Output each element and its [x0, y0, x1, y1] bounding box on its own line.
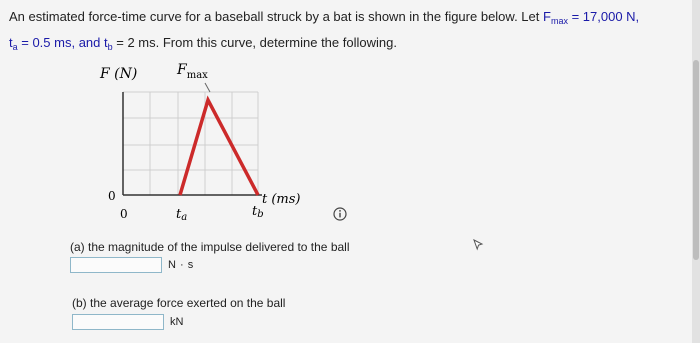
fmax-value: = 17,000 N, [567, 9, 640, 24]
force-curve [180, 100, 258, 195]
fmax-label: $F_{max}$ [177, 62, 208, 81]
ta-label: ta [176, 207, 188, 223]
y-origin-label: 0 [108, 189, 116, 203]
problem-text: An estimated force-time curve for a baseball struck by a bat is shown in the figure below. Let [9, 9, 543, 24]
cursor-icon [472, 239, 484, 251]
x-axis-label: t (ms) [262, 192, 301, 207]
ta-symbol: $t_a$ [9, 35, 18, 52]
y-axis-label: F (N) [100, 66, 138, 82]
tb-value: = 2 ms. From this curve, determine the following. [112, 35, 397, 50]
info-icon[interactable] [333, 207, 347, 221]
x-origin-label: 0 [120, 207, 128, 221]
scrollbar-thumb[interactable] [693, 60, 699, 260]
question-b: (b) the average force exerted on the ball [72, 296, 286, 310]
fmax-symbol: $F_{max}$ [543, 9, 568, 26]
grid [123, 92, 258, 195]
answer-a-input[interactable] [70, 257, 162, 273]
ta-value: = 0.5 ms, and [17, 35, 104, 50]
answer-b-input[interactable] [72, 314, 164, 330]
fmax-pointer [205, 83, 210, 92]
scrollbar[interactable] [692, 0, 700, 343]
tb-symbol: $t_b$ [104, 35, 113, 52]
question-a: (a) the magnitude of the impulse delivered to the ball [70, 240, 350, 254]
answer-a-unit: N · s [168, 259, 194, 271]
tb-label: tb [252, 204, 264, 220]
answer-b-unit: kN [170, 316, 184, 328]
